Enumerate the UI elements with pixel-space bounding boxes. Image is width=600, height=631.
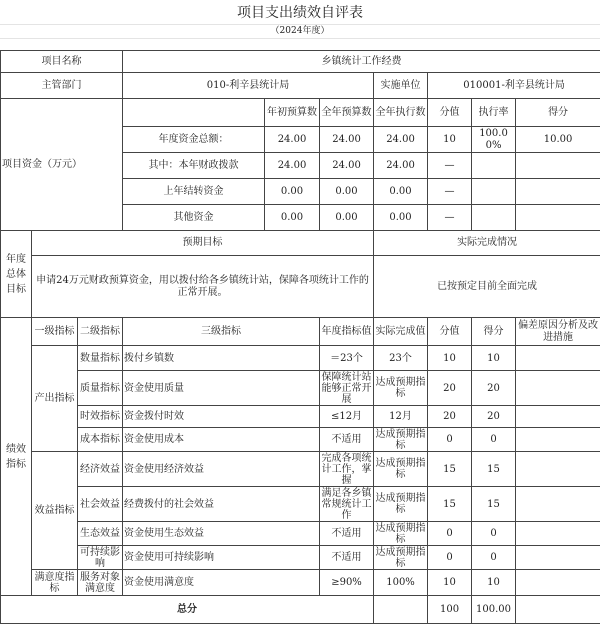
perf-remark: [516, 487, 600, 522]
perf-target: 完成各项统计工作，掌握: [321, 452, 372, 486]
total-score: 100.00: [472, 596, 516, 624]
total-label: 总分: [1, 596, 374, 624]
actual-completion-label: 实际完成情况: [374, 231, 600, 256]
funds-header: 全年执行数: [374, 99, 428, 127]
perf-row: [1, 546, 600, 570]
perf-actual: 达成预期指标: [375, 546, 426, 569]
perf-score-value: 10: [428, 346, 472, 371]
page-subtitle: （2024年度）: [0, 24, 600, 39]
perf-remark: [516, 570, 600, 596]
expected-goal: 申请24万元财政预算资金，用以拨付给各乡镇统计站，保障各项统计工作的正常开展。: [32, 256, 374, 318]
perf-header: 偏差原因分析及改进措施: [516, 318, 600, 346]
funds-row-name: 上年结转资金: [123, 179, 265, 205]
perf-score-value: 15: [428, 487, 472, 522]
perf-score-value: 10: [428, 570, 472, 596]
perf-level2: 生态效益: [78, 522, 123, 546]
cell: [516, 153, 600, 179]
perf-actual: 达成预期指标: [374, 452, 428, 487]
cell: [516, 205, 600, 231]
cell: 0.00: [374, 205, 428, 231]
perf-row: [1, 428, 600, 452]
cell: 100.00%: [472, 127, 516, 153]
dept-label: 主管部门: [1, 73, 123, 99]
evaluation-table: [0, 50, 600, 624]
cell: 0.00: [374, 179, 428, 205]
cell: —: [428, 205, 472, 231]
cell: 24.00: [265, 127, 320, 153]
funds-header: 年初预算数: [265, 99, 320, 127]
perf-row: [1, 371, 600, 406]
perf-score-value: 20: [428, 371, 472, 406]
perf-actual: 12月: [374, 406, 428, 428]
perf-actual: 23个: [374, 346, 428, 371]
goal-label: 年度总体目标: [1, 231, 32, 318]
funds-label: 项目资金（万元）: [1, 99, 123, 231]
project-name-label: 项目名称: [1, 51, 123, 73]
perf-header: 实际完成值: [374, 318, 428, 346]
perf-level1: 满意度指标: [32, 570, 78, 596]
perf-level2: 可持续影响: [78, 546, 123, 570]
perf-score: 10: [472, 570, 516, 596]
perf-header: 一级指标: [32, 318, 78, 346]
perf-actual: 达成预期指标: [375, 522, 426, 545]
perf-header: 三级指标: [123, 318, 320, 346]
perf-target: ＝23个: [320, 346, 374, 371]
perf-level2: 社会效益: [78, 487, 123, 522]
cell: 0.00: [265, 205, 320, 231]
funds-row-name: 其中：本年财政拨款: [123, 153, 265, 179]
funds-row-name: 其他资金: [123, 205, 265, 231]
perf-score-value: 0: [428, 522, 472, 546]
dept: 010-利辛县统计局: [123, 73, 374, 99]
perf-level3: 资金使用生态效益: [123, 522, 320, 546]
perf-target: 保障统计站能够正常开展: [321, 371, 372, 405]
cell: 24.00: [374, 127, 428, 153]
cell: [472, 153, 516, 179]
perf-level2: 质量指标: [78, 371, 123, 406]
perf-level3: 资金使用经济效益: [123, 452, 320, 487]
perf-row: [1, 570, 600, 596]
perf-target: 不适用: [320, 522, 374, 546]
perf-target: ≥90%: [320, 570, 374, 596]
perf-level2: 时效指标: [78, 406, 123, 428]
cell: 24.00: [320, 127, 374, 153]
perf-row: [1, 406, 600, 428]
perf-target: ≤12月: [320, 406, 374, 428]
perf-score: 0: [472, 522, 516, 546]
perf-score: 0: [472, 546, 516, 570]
perf-level2: 数量指标: [78, 346, 123, 371]
perf-row: [1, 487, 600, 522]
total-score-value: 100: [428, 596, 472, 624]
cell: [472, 205, 516, 231]
cell: 24.00: [265, 153, 320, 179]
page-title: 项目支出绩效自评表: [0, 0, 600, 25]
perf-remark: [516, 371, 600, 406]
perf-target: 不适用: [320, 428, 374, 452]
funds-header: 全年预算数: [320, 99, 374, 127]
cell: [516, 179, 600, 205]
cell: —: [428, 153, 472, 179]
perf-actual: 达成预期指标: [375, 428, 426, 451]
perf-score: 20: [472, 406, 516, 428]
perf-level3: 资金使用质量: [123, 371, 320, 406]
cell: —: [428, 179, 472, 205]
perf-header: 年度指标值: [320, 318, 374, 346]
cell: 0.00: [265, 179, 320, 205]
perf-header: 分值: [428, 318, 472, 346]
perf-level3: 资金使用可持续影响: [123, 546, 320, 570]
perf-row: [1, 452, 600, 487]
total-blank: [374, 596, 428, 624]
perf-score: 0: [472, 428, 516, 452]
perf-target: 满足各乡镇常规统计工作: [321, 487, 372, 521]
funds-row-name: 年度资金总额：: [123, 127, 265, 153]
perf-level3: 拨付乡镇数: [123, 346, 320, 371]
perf-remark: [516, 546, 600, 570]
perf-level1: 效益指标: [32, 452, 78, 570]
perf-score: 15: [472, 487, 516, 522]
perf-score-value: 0: [428, 428, 472, 452]
perf-level3: 资金使用满意度: [123, 570, 320, 596]
perf-target: 不适用: [320, 546, 374, 570]
cell: 0.00: [320, 205, 374, 231]
perf-remark: [516, 428, 600, 452]
perf-remark: [516, 346, 600, 371]
perf-level3: 资金拨付时效: [123, 406, 320, 428]
perf-remark: [516, 406, 600, 428]
perf-level2: 服务对象满意度: [78, 570, 123, 596]
cell: 10.00: [516, 127, 600, 153]
perf-score-value: 15: [428, 452, 472, 487]
actual-completion: 已按预定目前全面完成: [374, 256, 600, 318]
perf-level1: 产出指标: [32, 346, 78, 452]
funds-header-blank: [123, 99, 265, 127]
perf-remark: [516, 452, 600, 487]
cell: [472, 179, 516, 205]
perf-label: 绩效指标: [1, 318, 32, 596]
perf-level3: 经费拨付的社会效益: [123, 487, 320, 522]
perf-score: 15: [472, 452, 516, 487]
cell: 10: [428, 127, 472, 153]
total-remark: [516, 596, 600, 624]
funds-header: 执行率: [472, 99, 516, 127]
perf-level2: 成本指标: [78, 428, 123, 452]
project-name: 乡镇统计工作经费: [123, 51, 600, 73]
perf-row: [1, 346, 600, 371]
perf-actual: 达成预期指标: [374, 371, 428, 406]
cell: 0.00: [320, 179, 374, 205]
perf-score: 20: [472, 371, 516, 406]
perf-score-value: 0: [428, 546, 472, 570]
perf-header: 得分: [472, 318, 516, 346]
funds-header: 得分: [516, 99, 600, 127]
perf-actual: 100%: [374, 570, 428, 596]
perf-header: 二级指标: [78, 318, 123, 346]
perf-remark: [516, 522, 600, 546]
perf-score-value: 20: [428, 406, 472, 428]
expected-goal-label: 预期目标: [32, 231, 374, 256]
impl: 010001-利辛县统计局: [428, 73, 600, 99]
perf-level2: 经济效益: [78, 452, 123, 487]
perf-level3: 资金使用成本: [123, 428, 320, 452]
perf-row: [1, 522, 600, 546]
funds-header: 分值: [428, 99, 472, 127]
cell: 24.00: [320, 153, 374, 179]
cell: 24.00: [374, 153, 428, 179]
perf-score: 10: [472, 346, 516, 371]
perf-actual: 达成预期指标: [374, 487, 428, 522]
impl-label: 实施单位: [374, 73, 428, 99]
